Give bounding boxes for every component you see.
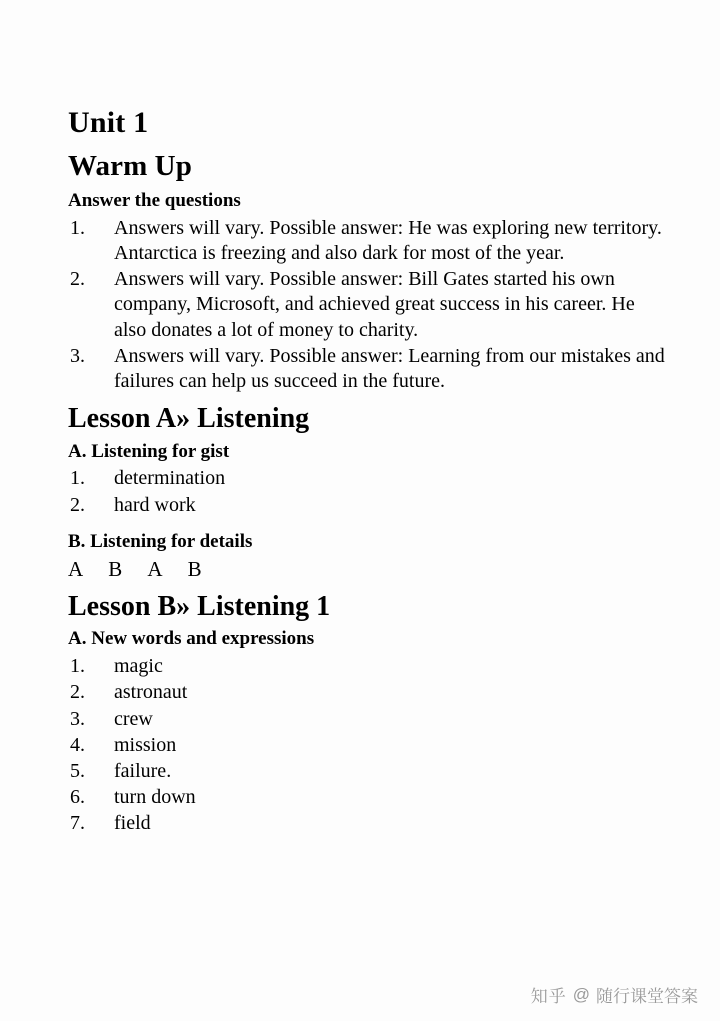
lesson-b-part-a-list bbox=[68, 654, 668, 836]
list-item-text: crew bbox=[114, 707, 153, 730]
warmup-heading: Warm Up bbox=[68, 150, 192, 182]
list-item-text: failure. bbox=[114, 759, 172, 782]
list-item-number: 2. bbox=[70, 493, 85, 516]
warmup-answer-list bbox=[68, 216, 668, 394]
list-item-text: Answers will vary. Possible answer: Bill Gates started his own company, Microsoft, and achieved great success in his career. He also donates a lot of money to charity. bbox=[114, 268, 635, 341]
list-item-number: 6. bbox=[70, 786, 85, 809]
watermark bbox=[531, 982, 698, 1007]
list-item bbox=[68, 707, 668, 732]
list-item-number: 3. bbox=[70, 344, 85, 367]
list-item bbox=[68, 785, 668, 810]
document-content bbox=[68, 108, 668, 841]
list-item-text: field bbox=[114, 812, 151, 835]
list-item-number: 5. bbox=[70, 759, 85, 782]
list-item-text: Answers will vary. Possible answer: He was exploring new territory. Antarctica is freezing and also dark for most of the year. bbox=[114, 216, 662, 265]
lesson-a-part-a-subheading: A. Listening for gist bbox=[68, 440, 230, 462]
list-item bbox=[68, 733, 668, 758]
list-item bbox=[68, 759, 668, 784]
zhihu-logo: 知乎 bbox=[530, 987, 567, 1006]
list-item-number: 2. bbox=[70, 268, 85, 291]
lesson-b-heading: Lesson B» Listening 1 bbox=[68, 590, 331, 622]
lesson-a-part-b-answers: A B A B bbox=[68, 556, 202, 581]
lesson-b-part-a-subheading: A. New words and expressions bbox=[68, 628, 315, 650]
list-item bbox=[68, 267, 668, 343]
list-item-text: mission bbox=[114, 733, 177, 756]
at-symbol: @ bbox=[572, 984, 590, 1004]
list-item-text: hard work bbox=[114, 493, 196, 516]
list-item bbox=[68, 344, 668, 394]
list-item-number: 3. bbox=[70, 707, 85, 730]
list-item-number: 4. bbox=[70, 733, 85, 756]
list-item-text: turn down bbox=[114, 786, 196, 809]
list-item-number: 2. bbox=[70, 681, 85, 704]
list-item-text: determination bbox=[114, 467, 226, 490]
list-item bbox=[68, 654, 668, 679]
watermark-account: 随行课堂答案 bbox=[596, 987, 698, 1006]
lesson-a-heading: Lesson A» Listening bbox=[68, 403, 310, 435]
lesson-a-part-b-subheading: B. Listening for details bbox=[68, 530, 253, 552]
list-item bbox=[68, 811, 668, 836]
list-item-text: Answers will vary. Possible answer: Learning from our mistakes and failures can help us succeed in the future. bbox=[114, 344, 665, 393]
lesson-a-part-a-list bbox=[68, 466, 668, 517]
list-item-text: astronaut bbox=[114, 681, 188, 704]
list-item-number: 1. bbox=[70, 655, 85, 678]
page-title: Unit 1 bbox=[68, 106, 149, 139]
list-item-number: 7. bbox=[70, 812, 85, 835]
list-item bbox=[68, 466, 668, 491]
list-item-text: magic bbox=[114, 655, 163, 678]
list-item-number: 1. bbox=[70, 467, 85, 490]
list-item bbox=[68, 680, 668, 705]
list-item-number: 1. bbox=[70, 216, 85, 239]
list-item bbox=[68, 493, 668, 518]
list-item bbox=[68, 216, 668, 266]
warmup-subheading: Answer the questions bbox=[68, 190, 241, 211]
